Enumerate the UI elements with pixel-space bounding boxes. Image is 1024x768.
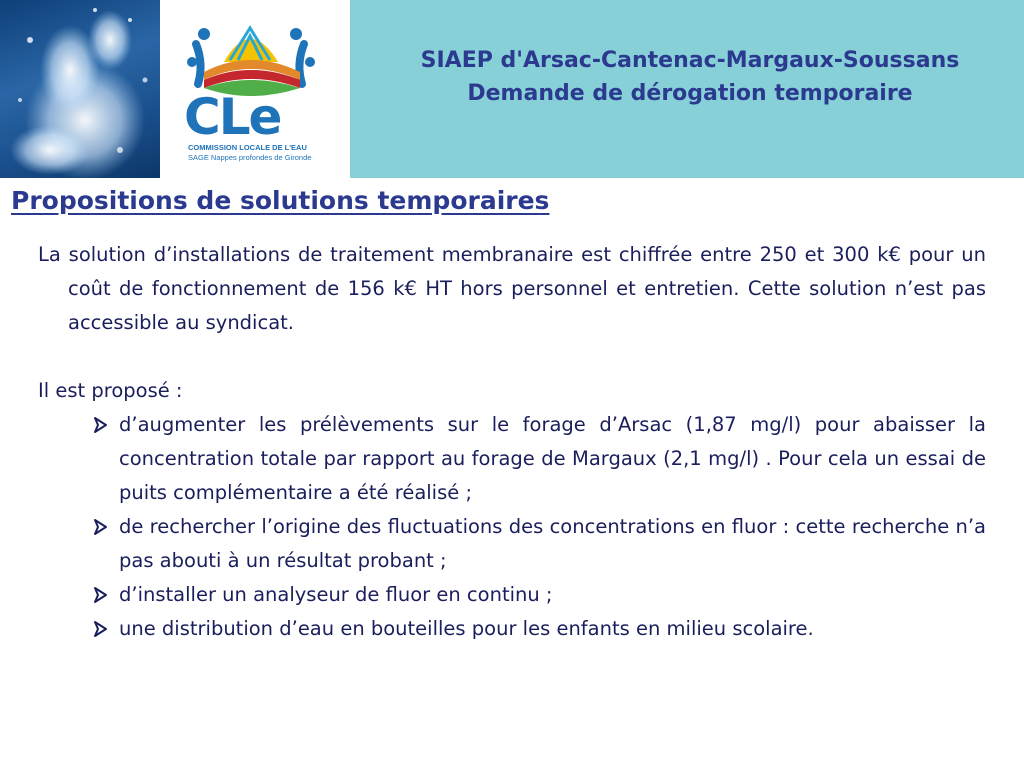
intro-text: Il est proposé : xyxy=(38,379,183,402)
arrow-bullet-icon xyxy=(91,578,111,612)
logo-subtitle-1: COMMISSION LOCALE DE L'EAU xyxy=(188,143,307,152)
list-item-text: d’augmenter les prélèvements sur le forage d’Arsac (1,87 mg/l) pour abaisser la concentration totale par rapport au forage de Margaux (2,1 mg/l) . Pour cela un essai de puits complémentaire a été réalisé ; xyxy=(119,413,986,504)
header-band xyxy=(0,0,1024,178)
list-item xyxy=(119,612,986,646)
list-item xyxy=(119,578,986,612)
paragraph-cost: La solution d’installations de traitement membranaire est chiffrée entre 250 et 300 k€ pour un coût de fonctionnement de 156 k€ HT hors personnel et entretien. Cette solution n’est pas accessible au syndicat. xyxy=(38,243,986,334)
title-line-1: SIAEP d'Arsac-Cantenac-Margaux-Soussans xyxy=(420,48,960,73)
title-line-2: Demande de dérogation temporaire xyxy=(467,81,913,106)
list-item xyxy=(119,510,986,578)
logo-wordmark: CLe xyxy=(184,88,281,146)
list-item xyxy=(119,408,986,510)
list-item-text: une distribution d’eau en bouteilles pour les enfants en milieu scolaire. xyxy=(119,617,814,640)
spacer xyxy=(38,340,986,374)
arrow-bullet-icon xyxy=(91,612,111,646)
water-splash-image xyxy=(0,0,170,178)
arrow-bullet-icon xyxy=(91,408,111,442)
proposals-list xyxy=(38,408,986,646)
slide-title xyxy=(370,44,1010,110)
arrow-bullet-icon xyxy=(91,510,111,544)
section-title: Propositions de solutions temporaires xyxy=(11,186,550,215)
logo-subtitle-2: SAGE Nappes profondes de Gironde xyxy=(188,153,312,162)
list-item-text: d’installer un analyseur de fluor en continu ; xyxy=(119,583,553,606)
body-text xyxy=(38,238,986,646)
list-item-text: de rechercher l’origine des fluctuations des concentrations en fluor : cette recherche n’a pas abouti à un résultat probant ; xyxy=(119,515,986,572)
